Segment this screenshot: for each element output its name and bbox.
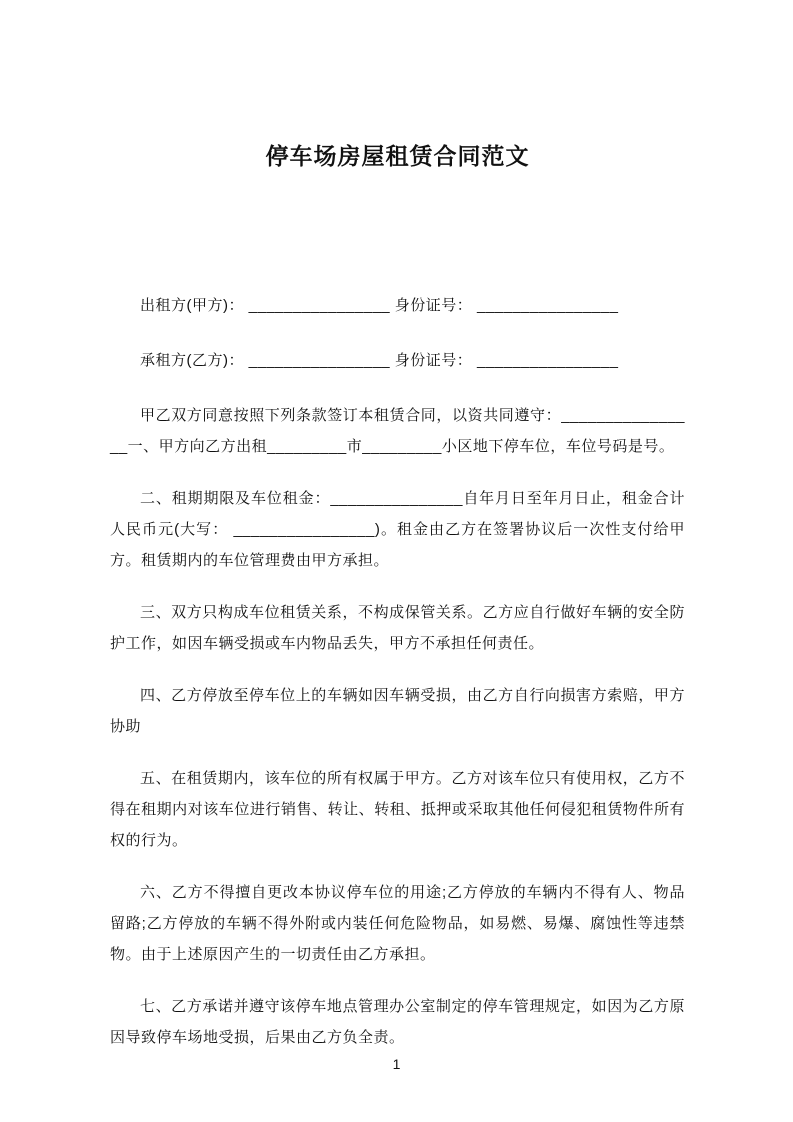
paragraph-clause-5: 五、在租赁期内，该车位的所有权属于甲方。乙方对该车位只有使用权，乙方不得在租期内对该车位进行销售、转让、转租、抵押或采取其他任何侵犯租赁物件所有权的行为。 <box>110 769 685 849</box>
paragraph-lessee-line: 承租方(乙方)： ________________ 身份证号： ________________ <box>140 351 619 369</box>
paragraph-clause-2: 二、租期期限及车位租金：_______________自年月日至年月日止，租金合计人民币元(大写： ________________)。租金由乙方在签署协议后一次性支付给甲方。租赁期内的车位管理费由甲方承担。 <box>110 489 685 569</box>
paragraph-clause-7: 七、乙方承诺并遵守该停车地点管理办公室制定的停车管理规定，如因为乙方原因导致停车场地受损，后果由乙方负全责。 <box>110 997 685 1046</box>
paragraph-clause-3: 三、双方只构成车位租赁关系，不构成保管关系。乙方应自行做好车辆的安全防护工作，如因车辆受损或车内物品丢失，甲方不承担任何责任。 <box>110 603 685 652</box>
paragraph-clause-6: 六、乙方不得擅自更改本协议停车位的用途;乙方停放的车辆内不得有人、物品留路;乙方停放的车辆不得外附或内装任何危险物品，如易燃、易爆、腐蚀性等违禁物。由于上述原因产生的一切责任由乙方承担。 <box>110 883 685 963</box>
paragraph-clause-4: 四、乙方停放至停车位上的车辆如因车辆受损，由乙方自行向损害方索赔，甲方协助 <box>110 686 685 735</box>
page-number: 1 <box>392 1056 401 1072</box>
document-body <box>110 290 685 1053</box>
paragraph-lessor-line: 出租方(甲方)： ________________ 身份证号： ________________ <box>140 296 619 314</box>
document-title: 停车场房屋租赁合同范文 <box>265 143 530 169</box>
paragraph-intro-clause-1: 甲乙双方同意按照下列条款签订本租赁合同，以资共同遵守：________________一、甲方向乙方出租_________市_________小区地下停车位，车位号码是号。 <box>110 406 685 455</box>
